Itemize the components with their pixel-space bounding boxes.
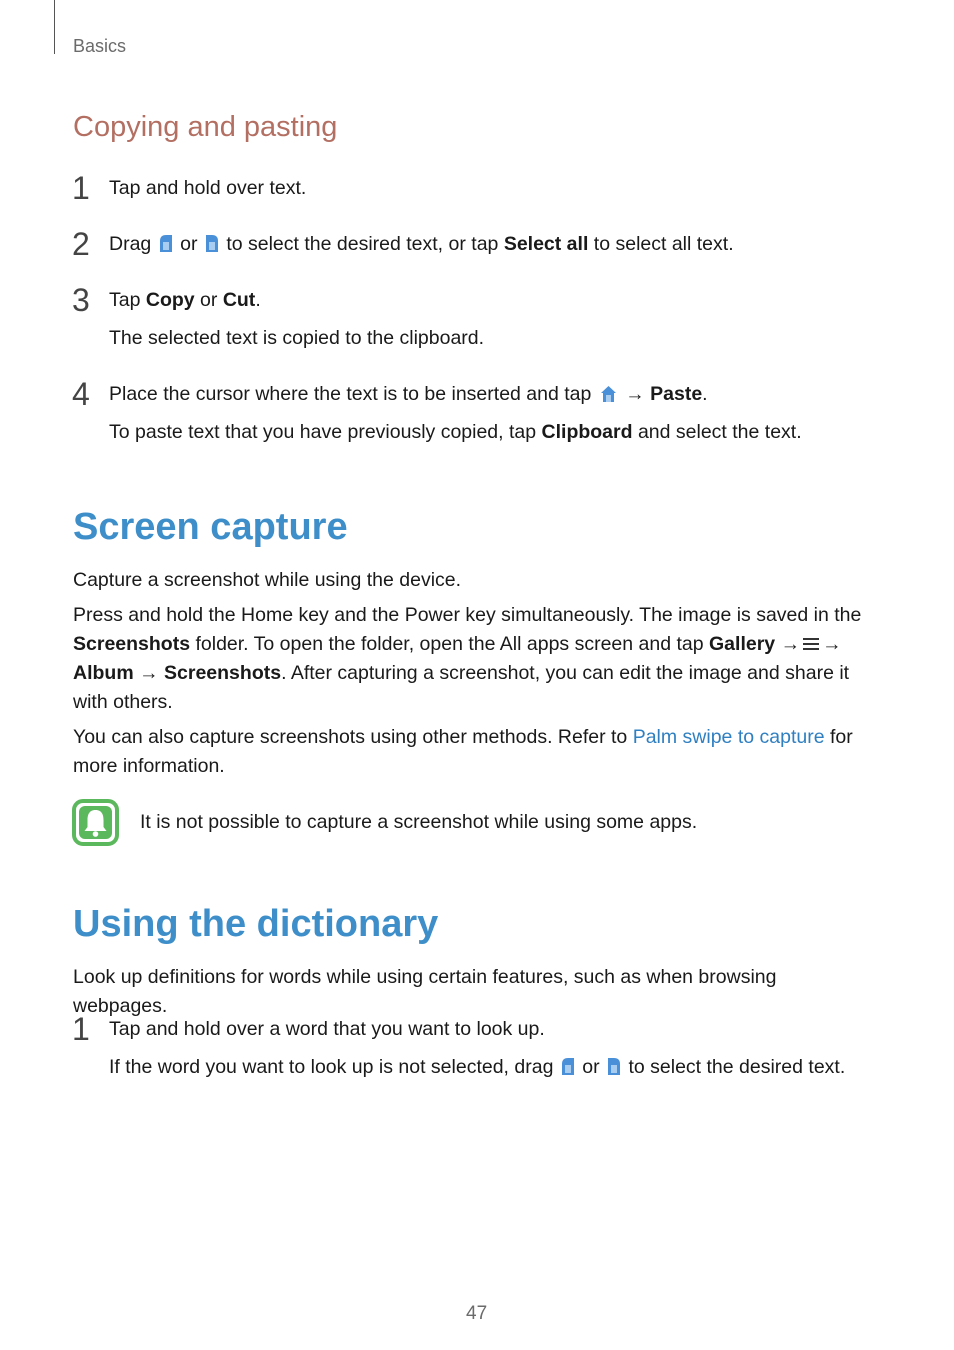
heading-copying-pasting: Copying and pasting	[73, 111, 338, 143]
heading-screen-capture: Screen capture	[73, 506, 348, 548]
step-number: 4	[72, 376, 90, 412]
text-handle-right-icon	[608, 1058, 620, 1075]
paragraph: You can also capture screenshots using other methods. Refer to Palm swipe to capture for more information.	[73, 726, 853, 777]
text-handle-left-icon	[562, 1058, 574, 1075]
step-subtext: To paste text that you have previously copied, tap Clipboard and select the text.	[109, 421, 802, 443]
step-text: Drag or to select the desired text, or tap Select all to select all text.	[109, 233, 734, 255]
step-number: 3	[72, 282, 90, 318]
step-text: Tap and hold over text.	[109, 177, 307, 199]
palm-swipe-link[interactable]: Palm swipe to capture	[632, 726, 825, 748]
step-text: Place the cursor where the text is to be inserted and tap → Paste.	[109, 383, 708, 405]
paragraph: Capture a screenshot while using the device.	[73, 569, 462, 591]
menu-icon	[803, 637, 819, 651]
section-header: Basics	[73, 36, 127, 56]
step-subtext: If the word you want to look up is not selected, drag or to select the desired text.	[109, 1056, 846, 1078]
text-handle-left-icon	[160, 235, 172, 252]
heading-using-dictionary: Using the dictionary	[73, 903, 439, 945]
step-number: 2	[72, 226, 90, 262]
note-text: It is not possible to capture a screenshot while using some apps.	[140, 811, 698, 833]
step-text: Tap and hold over a word that you want to look up.	[109, 1018, 545, 1040]
text-handle-right-icon	[206, 235, 218, 252]
step-subtext: The selected text is copied to the clipboard.	[109, 327, 485, 349]
home-key-icon	[600, 385, 617, 403]
step-number: 1	[72, 170, 90, 206]
note-bell-icon	[72, 799, 119, 846]
paragraph: Look up definitions for words while using certain features, such as when browsing webpages.	[73, 966, 777, 1017]
step-text: Tap Copy or Cut.	[109, 289, 261, 311]
paragraph: Press and hold the Home key and the Power key simultaneously. The image is saved in the Screenshots folder. To open the folder, open the All apps screen and tap Gallery → → Album → Screenshots. After capturing a screenshot, you can edit the image and share it with others.	[73, 604, 862, 713]
page-number: 47	[466, 1303, 488, 1324]
step-number: 1	[72, 1011, 90, 1047]
header-rule	[54, 0, 55, 54]
